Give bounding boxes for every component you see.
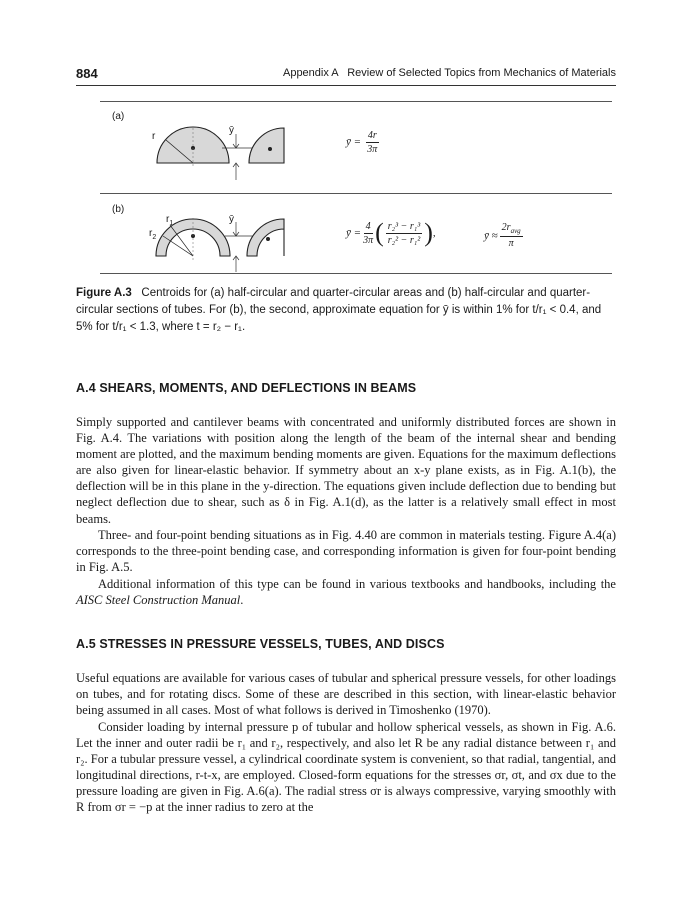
panel-a-equation: ȳ = $\frac{4r}{3\pi}$ — [346, 130, 378, 155]
panel-a-eq-numerator: 4r — [367, 130, 377, 141]
panel-b-exact-equation: ȳ = $\frac{4}{3\pi}$ ( $\frac{\text{r₂³ − r₁³}}{\text{r₂² − r₁²}}$ ) , — [346, 218, 436, 247]
paragraph-a5-1: Useful equations are available for various cases of tubular and spherical pressure vessels, for other loadings on tubes, and for rotating discs. Some of these are described in this section, with linear-elastic behavior being assumed in all cases. Most of what follows is derived in Timoshenko (1970). — [76, 671, 616, 718]
paragraph-a4-2: Three- and four-point bending situations as in Fig. 4.40 are common in materials testing. Figure A.4(a) corresponds to the three-point bending case, and corresponding information is given for four-point bending in Fig. A.5. — [76, 528, 616, 575]
panel-a-label: (a) — [112, 111, 125, 122]
panel-a-eq-denominator: 3π — [367, 144, 378, 155]
figure-a3 — [0, 0, 690, 300]
panel-b-r2-label: $r_2$ — [149, 228, 157, 241]
quarter-circle-area-shape — [249, 128, 284, 163]
page-number: 884 — [76, 66, 98, 81]
section-heading-a4: A.4 SHEARS, MOMENTS, AND DEFLECTIONS IN BEAMS — [76, 381, 417, 395]
panel-b-ybar-label: ȳ — [229, 214, 234, 225]
paragraph-a4-3: Additional information of this type can be found in various textbooks and handbooks, including the AISC Steel Construction Manual. — [76, 577, 616, 608]
half-circle-area-shape — [157, 127, 229, 167]
caption-label: Figure A.3 — [76, 287, 132, 299]
paragraph-a4-1: Simply supported and cantilever beams with concentrated and uniformly distributed forces are shown in Fig. A.4. The variations with position along the length of the beam of the internal shear and bending moment are plotted, and the maximum bending moments are given. Equations for the maximum deflections are also given for linear-elastic behavior. If symmetry about an x-y plane exists, as in Fig. A.1(b), the deflection will be in this plane in the y-direction. The equations given include deflection due to bending but neglect deflection due to shear, such as δ in Fig. A.1(d), as the latter is a relatively small effect in most beams. — [76, 415, 616, 526]
caption-text: Centroids for (a) half-circular and quarter-circular areas and (b) half-circular and quarter-circular sections of tubes. For (b), the second, approximate equation for ȳ is within 1% for t/r₁ < 0.4, and 5% for t/r₁ < 1.3, where t = r₂ − r₁. — [76, 287, 602, 333]
paragraph-a5-2: Consider loading by internal pressure p of tubular and hollow spherical vessels, as shown in Fig. A.6. Let the inner and outer radii be r₁ and r₂, respectively, and also let R be any radial distance between r₁ and r₂. For a tubular pressure vessel, a cylindrical coordinate system is convenient, so that radial, tangential, and longitudinal directions, r-t-x, are employed. Closed-form equations for the stresses σr, σt, and σx due to the pressure loading are given in Fig. A.6(a). The radial stress σr is always compressive, varying smoothly with R from σr = −p at the inner radius to zero at the — [76, 720, 616, 815]
figure-drawings — [0, 0, 690, 300]
panel-b-r1-label: $r_1$ — [166, 214, 174, 227]
panel-a-ybar-label: ȳ — [229, 125, 234, 136]
section-heading-a5: A.5 STRESSES IN PRESSURE VESSELS, TUBES, AND DISCS — [76, 637, 445, 651]
panel-b-label: (b) — [112, 204, 125, 215]
figure-caption — [76, 285, 616, 336]
quarter-annulus-tube-shape — [247, 219, 284, 256]
running-head: Appendix A Review of Selected Topics from Mechanics of Materials — [282, 67, 616, 79]
panel-b-approx-equation: ȳ ≈ $\frac{2r_{avg}}{\pi}$ — [484, 222, 521, 249]
panel-a-r-label: r — [152, 131, 156, 142]
